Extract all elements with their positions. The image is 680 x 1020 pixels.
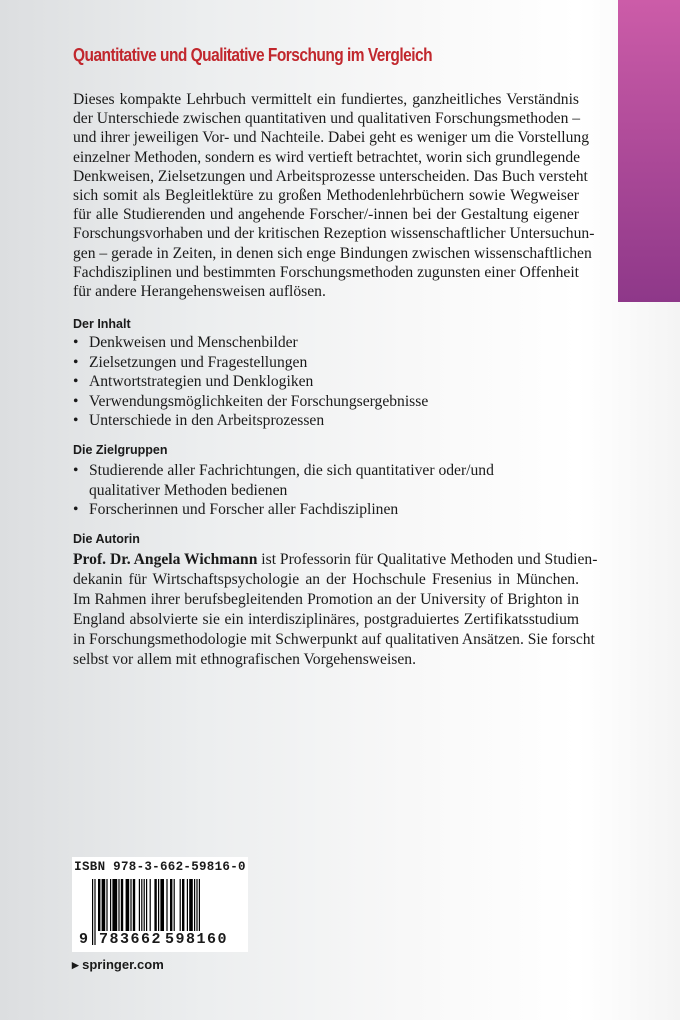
author-paragraph xyxy=(73,550,598,670)
text-line: für andere Herangehensweisen auflösen. xyxy=(73,283,326,301)
barcode-digits-right: 598160 xyxy=(165,931,229,948)
audience-list xyxy=(73,461,494,520)
list-item-continuation: qualitativer Methoden bedienen xyxy=(89,481,288,499)
text-line: Dieses kompakte Lehrbuch vermittelt ein fundiertes, ganzheitliches Verständnis xyxy=(73,91,579,108)
barcode-digits-left: 783662 xyxy=(99,931,163,948)
barcode-bar xyxy=(141,879,142,931)
isbn-barcode xyxy=(72,857,248,952)
barcode-bar xyxy=(182,879,184,931)
text-line: gen – gerade in Zeiten, in denen sich enge Bindungen zwischen wissenschaftlichen xyxy=(73,244,592,262)
barcode-bar xyxy=(130,879,131,931)
barcode-bar xyxy=(160,879,164,931)
website-text: springer.com xyxy=(82,957,164,972)
text-span: ist Professorin für Qualitative Methoden und Studien- xyxy=(257,551,598,568)
barcode-bar xyxy=(170,879,172,931)
text-line: und ihrer jeweiligen Vor- und Nachteile. Dabei geht es weniger um die Vorstellung xyxy=(73,129,590,147)
color-band xyxy=(618,0,680,302)
barcode-bar xyxy=(98,879,100,931)
barcode-bar xyxy=(194,879,195,931)
barcode-bar xyxy=(189,879,193,931)
barcode-bar xyxy=(158,879,159,931)
text-line: in Forschungsmethodologie mit Schwerpunkt auf qualitativen Ansätzen. Sie forscht xyxy=(73,631,595,648)
barcode-bar xyxy=(180,879,181,931)
list-item: • Unterschiede in den Arbeitsprozessen xyxy=(73,411,428,431)
barcode-bar xyxy=(121,879,123,931)
text-line: einzelner Methoden, sondern es wird vertieft betrachtet, worin sich grundlegende xyxy=(73,148,581,166)
website-link[interactable]: ▸ springer.com xyxy=(72,957,164,972)
barcode-bar xyxy=(166,879,167,931)
barcode-bar xyxy=(133,879,135,931)
barcode-bar xyxy=(118,879,119,931)
text-line: dekanin für Wirtschaftspsychologie an der Hochschule Fresenius in München. xyxy=(73,571,579,588)
barcode-bar xyxy=(126,879,130,931)
list-item: • Antwortstrategien und Denklogiken xyxy=(73,372,428,392)
contents-heading: Der Inhalt xyxy=(73,317,131,331)
list-item: • Forscherinnen und Forscher aller Fachdisziplinen xyxy=(73,500,494,520)
barcode-bar xyxy=(174,879,175,931)
barcode-bar xyxy=(154,879,156,931)
list-item: • Verwendungsmöglichkeiten der Forschungsergebnisse xyxy=(73,392,428,412)
barcode-bar xyxy=(102,879,106,931)
text-line: Im Rahmen ihrer berufsbegleitenden Promotion an der University of Brighton in xyxy=(73,591,579,608)
page-title: Quantitative und Qualitative Forschung im Vergleich xyxy=(73,45,433,65)
barcode-bar xyxy=(106,879,107,931)
intro-paragraph xyxy=(73,90,595,301)
author-heading: Die Autorin xyxy=(73,532,140,546)
barcode-bar xyxy=(110,879,111,931)
contents-list xyxy=(73,333,428,431)
barcode-bar xyxy=(112,879,117,931)
barcode-bar xyxy=(150,879,151,931)
text-line: selbst vor allem mit ethnografischen Vorgehensweisen. xyxy=(73,651,416,668)
text-line: Denkweisen, Zielsetzungen und Arbeitsprozesse unterscheiden. Das Buch versteht xyxy=(73,167,588,185)
isbn-text: ISBN 978-3-662-59816-0 xyxy=(74,860,246,874)
list-item: • Zielsetzungen und Fragestellungen xyxy=(73,353,428,373)
text-line: sich somit als Begleitlektüre zu großen Methodenlehrbüchern sowie Wegweiser xyxy=(73,187,579,205)
text-line xyxy=(73,550,598,570)
barcode-digit-first: 9 xyxy=(79,931,90,948)
text-line: für alle Studierenden und angehende Forscher/-innen bei der Gestaltung eigener xyxy=(73,206,579,224)
list-item: • Denkweisen und Menschenbilder xyxy=(73,333,428,353)
text-line: England absolvierte sie ein interdisziplinäres, postgraduiertes Zertifikatsstudium xyxy=(73,611,579,628)
text-line: der Unterschiede zwischen quantitativen und qualitativen Forschungsmethoden – xyxy=(73,110,581,128)
list-item: • Studierende aller Fachrichtungen, die sich quantitativer oder/und xyxy=(73,461,494,481)
barcode-bar xyxy=(92,879,93,945)
audience-heading: Die Zielgruppen xyxy=(73,443,168,457)
barcode-bar xyxy=(139,879,140,931)
author-name: Prof. Dr. Angela Wichmann xyxy=(73,551,258,568)
barcode-bar xyxy=(94,879,95,945)
text-line: Fachdisziplinen und bestimmten Forschungsmethoden zugunsten einer Offenheit xyxy=(73,263,579,281)
text-line: Forschungsvorhaben und der kritischen Rezeption wissenschaftlicher Untersuchun- xyxy=(73,225,595,243)
barcode-bar xyxy=(187,879,188,931)
